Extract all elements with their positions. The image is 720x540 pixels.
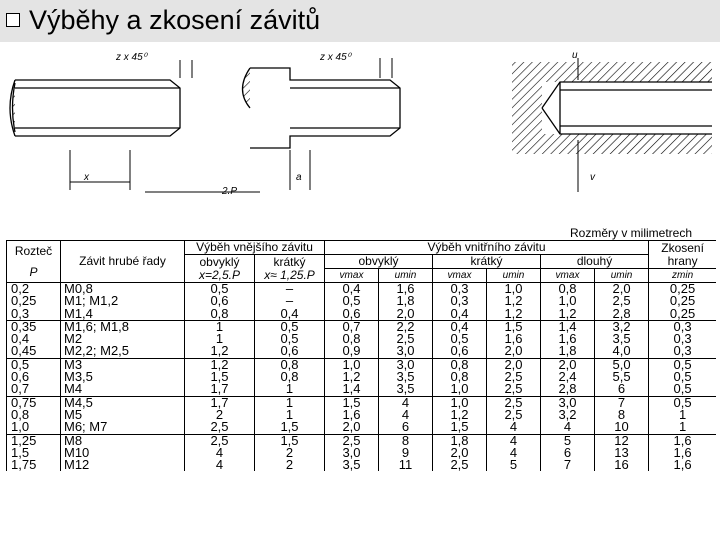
table-row-group bbox=[7, 434, 717, 471]
cell-ext-short: – – 0,4 bbox=[255, 283, 325, 321]
cell-vmax-short: 0,3 0,3 0,4 bbox=[433, 283, 487, 321]
header-pitch-symbol: P bbox=[29, 264, 38, 279]
cell-umin-short: 2,0 2,5 2,5 bbox=[487, 358, 541, 396]
cell-vmax-normal: 0,7 0,8 0,9 bbox=[325, 320, 379, 358]
bolt-drawing-2 bbox=[243, 58, 401, 190]
header-ext-short-formula: x≈ 1,25.P bbox=[264, 267, 315, 282]
cell-pitch: 0,75 0,8 1,0 bbox=[7, 396, 61, 434]
header-ext-normal-label: obvyklý bbox=[199, 254, 240, 269]
cell-vmax-normal: 0,4 0,5 0,6 bbox=[325, 283, 379, 321]
cell-zmin: 0,5 0,5 0,5 bbox=[649, 358, 716, 396]
cell-umin-long: 2,0 2,5 2,8 bbox=[595, 283, 649, 321]
thread-runout-table bbox=[6, 240, 716, 471]
cell-umin-long: 7 8 10 bbox=[595, 396, 649, 434]
title-bar bbox=[0, 0, 720, 42]
cell-vmax-short: 0,8 0,8 1,0 bbox=[433, 358, 487, 396]
cell-umin-short: 2,5 2,5 4 bbox=[487, 396, 541, 434]
header-vmax-2: vmax bbox=[433, 269, 487, 283]
cell-umin-normal: 3,0 3,5 3,5 bbox=[379, 358, 433, 396]
cell-ext-short: 0,5 0,5 0,6 bbox=[255, 320, 325, 358]
bolt-drawing-1 bbox=[10, 60, 260, 192]
cell-vmax-normal: 1,5 1,6 2,0 bbox=[325, 396, 379, 434]
header-pitch-label: Rozteč bbox=[14, 243, 53, 258]
cell-ext-short: 0,8 0,8 1 bbox=[255, 358, 325, 396]
cell-thread: M1,6; M1,8 M2 M2,2; M2,5 bbox=[61, 320, 185, 358]
slide-title: Výběhy a zkosení závitů bbox=[29, 5, 321, 35]
cell-ext-short: 1,5 2 2 bbox=[255, 434, 325, 471]
header-ext-normal bbox=[185, 255, 255, 283]
units-note: Rozměry v milimetrech bbox=[570, 226, 693, 240]
hole-drawing bbox=[512, 58, 712, 192]
cell-umin-normal: 8 9 11 bbox=[379, 434, 433, 471]
cell-zmin: 0,5 1 1 bbox=[649, 396, 716, 434]
x-label: x bbox=[84, 172, 89, 183]
header-ext-short bbox=[255, 255, 325, 283]
header-umin-3: umin bbox=[595, 269, 649, 283]
thread-drawings bbox=[0, 42, 720, 222]
table-row-group bbox=[7, 320, 717, 358]
cell-thread: M8 M10 M12 bbox=[61, 434, 185, 471]
header-pitch bbox=[7, 241, 61, 283]
cell-ext-normal: 2,5 4 4 bbox=[185, 434, 255, 471]
header-int-long: dlouhý bbox=[541, 255, 649, 269]
cell-umin-short: 4 4 5 bbox=[487, 434, 541, 471]
cell-ext-normal: 1,7 2 2,5 bbox=[185, 396, 255, 434]
cell-vmax-long: 5 6 7 bbox=[541, 434, 595, 471]
cell-vmax-long: 3,0 3,2 4 bbox=[541, 396, 595, 434]
cell-zmin: 0,25 0,25 0,25 bbox=[649, 283, 716, 321]
header-vmax-1: vmax bbox=[325, 269, 379, 283]
cell-umin-long: 12 13 16 bbox=[595, 434, 649, 471]
cell-zmin: 0,3 0,3 0,3 bbox=[649, 320, 716, 358]
cell-umin-long: 5,0 5,5 6 bbox=[595, 358, 649, 396]
cell-thread: M3 M3,5 M4 bbox=[61, 358, 185, 396]
cell-ext-normal: 1,2 1,5 1,7 bbox=[185, 358, 255, 396]
header-umin-2: umin bbox=[487, 269, 541, 283]
cell-vmax-long: 0,8 1,0 1,2 bbox=[541, 283, 595, 321]
a-label: a bbox=[296, 172, 302, 183]
cell-vmax-long: 1,4 1,6 1,8 bbox=[541, 320, 595, 358]
table-row-group bbox=[7, 283, 717, 321]
cell-vmax-long: 2,0 2,4 2,8 bbox=[541, 358, 595, 396]
table-row-group bbox=[7, 358, 717, 396]
cell-pitch: 0,2 0,25 0,3 bbox=[7, 283, 61, 321]
cell-vmax-normal: 1,0 1,2 1,4 bbox=[325, 358, 379, 396]
cell-umin-long: 3,2 3,5 4,0 bbox=[595, 320, 649, 358]
header-ext-normal-formula: x=2,5.P bbox=[198, 267, 241, 282]
header-ext-short-label: krátký bbox=[273, 254, 306, 269]
cell-ext-normal: 1 1 1,2 bbox=[185, 320, 255, 358]
u-label: u bbox=[572, 50, 578, 61]
cell-vmax-normal: 2,5 3,0 3,5 bbox=[325, 434, 379, 471]
cell-zmin: 1,6 1,6 1,6 bbox=[649, 434, 716, 471]
header-external-runout: Výběh vnějšího závitu bbox=[185, 241, 325, 255]
thread-runout-table-wrapper bbox=[6, 240, 716, 540]
header-chamfer: Zkosení hrany bbox=[649, 241, 716, 269]
cell-thread: M0,8 M1; M1,2 M1,4 bbox=[61, 283, 185, 321]
cell-umin-normal: 1,6 1,8 2,0 bbox=[379, 283, 433, 321]
cell-umin-normal: 2,2 2,5 3,0 bbox=[379, 320, 433, 358]
cell-ext-short: 1 1 1,5 bbox=[255, 396, 325, 434]
header-internal-runout: Výběh vnitřního závitu bbox=[325, 241, 649, 255]
table-row-group bbox=[7, 396, 717, 434]
header-zmin: zmin bbox=[649, 269, 716, 283]
cell-thread: M4,5 M5 M6; M7 bbox=[61, 396, 185, 434]
bullet-square-icon bbox=[6, 13, 20, 27]
cell-umin-short: 1,5 1,6 2,0 bbox=[487, 320, 541, 358]
cell-vmax-short: 1,0 1,2 1,5 bbox=[433, 396, 487, 434]
two-p-label: 2.P bbox=[222, 186, 238, 197]
cell-ext-normal: 0,5 0,6 0,8 bbox=[185, 283, 255, 321]
cell-umin-normal: 4 4 6 bbox=[379, 396, 433, 434]
header-int-short: krátký bbox=[433, 255, 541, 269]
v-label: v bbox=[590, 172, 595, 183]
cell-pitch: 0,35 0,4 0,45 bbox=[7, 320, 61, 358]
chamfer-label-1: z x 45⁰ bbox=[116, 52, 147, 63]
cell-pitch: 1,25 1,5 1,75 bbox=[7, 434, 61, 471]
header-coarse-thread: Závit hrubé řady bbox=[61, 241, 185, 283]
cell-umin-short: 1,0 1,2 1,2 bbox=[487, 283, 541, 321]
header-umin-1: umin bbox=[379, 269, 433, 283]
cell-pitch: 0,5 0,6 0,7 bbox=[7, 358, 61, 396]
cell-vmax-short: 1,8 2,0 2,5 bbox=[433, 434, 487, 471]
chamfer-label-2: z x 45⁰ bbox=[320, 52, 351, 63]
header-int-normal: obvyklý bbox=[325, 255, 433, 269]
cell-vmax-short: 0,4 0,5 0,6 bbox=[433, 320, 487, 358]
header-vmax-3: vmax bbox=[541, 269, 595, 283]
